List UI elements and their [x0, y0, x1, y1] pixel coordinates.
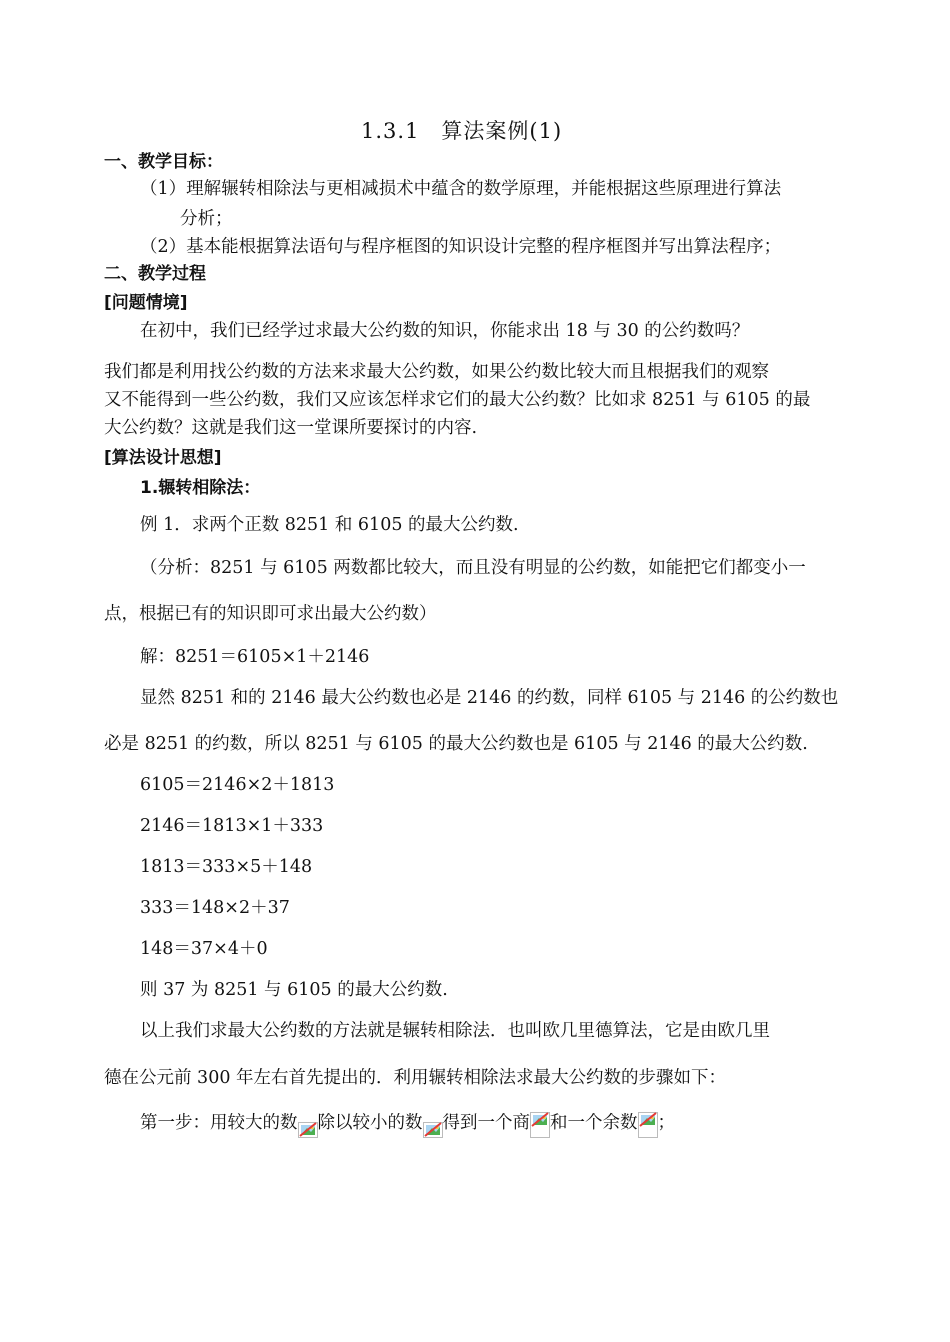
problem-heading: [问题情境] — [104, 293, 188, 313]
page-title: 1.3.1 算法案例(1) — [361, 119, 563, 143]
obvious-line-1: 显然 8251 和的 2146 最大公约数也必是 2146 的约数，同样 6105 与 2146 的公约数也 — [140, 688, 839, 708]
goals-heading: 一、教学目标： — [104, 152, 223, 172]
goal-2: （2）基本能根据算法语句与程序框图的知识设计完整的程序框图并写出算法程序； — [140, 237, 782, 257]
design-heading: [算法设计思想] — [104, 448, 222, 468]
process-heading: 二、教学过程 — [104, 264, 206, 284]
equation-5: 148＝37×4＋0 — [140, 939, 268, 959]
step-1-line — [140, 1111, 675, 1138]
broken-image-icon — [530, 1112, 550, 1138]
euclid-line-1: 以上我们求最大公约数的方法就是辗转相除法．也叫欧几里德算法，它是由欧几里 — [140, 1021, 770, 1041]
paragraph-1-line-1: 我们都是利用找公约数的方法来求最大公约数，如果公约数比较大而且根据我们的观察 — [104, 362, 769, 382]
broken-image-icon — [298, 1112, 318, 1138]
step-1-text-1: 第一步：用较大的数 — [140, 1113, 298, 1133]
goal-1-line-2: 分析； — [180, 209, 233, 229]
problem-line: 在初中，我们已经学过求最大公约数的知识，你能求出 18 与 30 的公约数吗？ — [140, 321, 750, 341]
solution-line: 解：8251＝6105×1＋2146 — [140, 647, 370, 667]
step-1-text-2: 除以较小的数 — [317, 1113, 423, 1133]
equation-3: 1813＝333×5＋148 — [140, 857, 313, 877]
equation-1: 6105＝2146×2＋1813 — [140, 775, 335, 795]
obvious-line-2: 必是 8251 的约数，所以 8251 与 6105 的最大公约数也是 6105 与 2146 的最大公约数. — [104, 734, 808, 754]
example-1: 例 1．求两个正数 8251 和 6105 的最大公约数. — [140, 515, 519, 535]
analysis-line-1: （分析：8251 与 6105 两数都比较大，而且没有明显的公约数，如能把它们都变小一 — [140, 558, 806, 578]
broken-image-icon — [638, 1112, 658, 1138]
step-1-text-5: ； — [657, 1113, 675, 1133]
paragraph-1-line-2: 又不能得到一些公约数，我们又应该怎样求它们的最大公约数？比如求 8251 与 6105 的最 — [104, 390, 811, 410]
step-1-text-4: 和一个余数 — [550, 1113, 638, 1133]
conclusion-line: 则 37 为 8251 与 6105 的最大公约数. — [140, 980, 448, 1000]
euclid-line-2: 德在公元前 300 年左右首先提出的．利用辗转相除法求最大公约数的步骤如下： — [104, 1068, 727, 1088]
broken-image-icon — [423, 1112, 443, 1138]
paragraph-1-line-3: 大公约数？这就是我们这一堂课所要探讨的内容. — [104, 418, 478, 438]
step-1-text-3: 得到一个商 — [442, 1113, 530, 1133]
analysis-line-2: 点，根据已有的知识即可求出最大公约数） — [104, 604, 437, 624]
goal-1-line-1: （1）理解辗转相除法与更相减损术中蕴含的数学原理，并能根据这些原理进行算法 — [140, 179, 782, 199]
equation-4: 333＝148×2＋37 — [140, 898, 290, 918]
equation-2: 2146＝1813×1＋333 — [140, 816, 324, 836]
method-1-heading: 1.辗转相除法： — [140, 478, 261, 498]
